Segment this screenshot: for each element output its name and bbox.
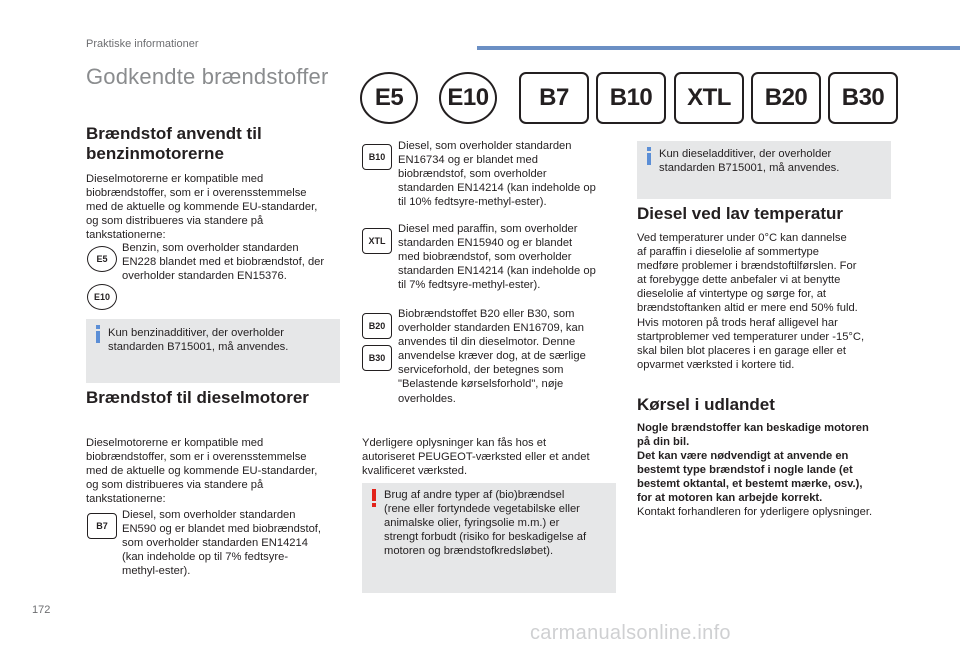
info-text: Yderligere oplysninger kan fås hos et autoriseret PEUGEOT-værksted eller et andet kvalificeret værksted. [362,437,590,478]
b7-icon: B7 [87,513,117,539]
cold-text: Ved temperaturer under 0°C kan dannelse af paraffin i dieselolie af sommertype medføre problemer i brændstoftilførslen. For at forebygge dette anbefaler vi at benytte dieselolie af vintertype og sørge for, at brændstoftanken altid er mere end 50% fuld. Hvis motoren på trods heraf alligevel har startproblemer ved temperaturer under -15°C, skal bilen blot placeres i en garage eller et opvarmet værksted i kortere tid. [637,232,865,371]
section-header: Praktiske informationer [86,38,199,50]
badge-b10-icon: B10 [596,72,666,124]
watermark: carmanualsonline.info [530,622,731,644]
page-number: 172 [32,604,51,616]
diesel-note: Kun dieseladditiver, der overholder standarden B715001, må anvendes. [637,141,891,199]
abroad-heading: Kørsel i udlandet [637,395,775,414]
xtl-desc: Diesel med paraffin, som overholder standarden EN15940 og er blandet med biobrændstof, som overholder standarden EN14214 (kan indeholde op til 7% fedtsyre-methyl-ester). [398,223,596,292]
abroad-bold-text: Nogle brændstoffer kan beskadige motoren på din bil. Det kan være nødvendigt at anvende en bestemt type brændstof i nogle lande (et bestemt oktantal, et bestemt mærke, osv.), for at motoren kan arbejde korrekt. [637,422,869,505]
e5-icon: E5 [87,246,117,272]
badge-xtl-icon: XTL [674,72,744,124]
petrol-intro: Dieselmotorerne er kompatible med biobrændstoffer, som er i overensstemmelse med de aktuelle og kommende EU-standarder, og som distribueres via standere på tankstationerne: [86,173,318,242]
info-icon [643,147,655,165]
b20-icon: B20 [362,313,392,339]
badge-b20-icon: B20 [751,72,821,124]
b20-b30-desc: Biobrændstoffet B20 eller B30, som overholder standarden EN16709, kan anvendes til din dieselmotor. Denne anvendelse kræver dog, at de særlige serviceforhold, der betegnes som "Belastende kørselsforhold", nøje overholdes. [398,308,586,405]
diesel-b7-desc: Diesel, som overholder standarden EN590 og er blandet med biobrændstof, som overholder standarden EN14214 (kan indeholde op til 7% fedtsyre- methyl-ester). [122,509,322,578]
petrol-note: Kun benzinadditiver, der overholder standarden B715001, må anvendes. [86,319,340,383]
diesel-heading: Brændstof til dieselmotorer [86,388,309,407]
badge-b30-icon: B30 [828,72,898,124]
info-icon [92,325,104,343]
e10-icon: E10 [87,284,117,310]
xtl-icon: XTL [362,228,392,254]
b30-icon: B30 [362,345,392,371]
abroad-text: Kontakt forhandleren for yderligere oplysninger. [637,506,873,518]
badge-b7-icon: B7 [519,72,589,124]
header-accent-bar [477,46,960,50]
b10-icon: B10 [362,144,392,170]
petrol-desc: Benzin, som overholder standarden EN228 blandet med et biobrændstof, der overholder standarden EN15376. [122,242,325,283]
diesel-intro: Dieselmotorerne er kompatible med biobrændstoffer, som er i overensstemmelse med de aktuelle og kommende EU-standarder, og som distribueres via standere på tankstationerne: [86,437,318,506]
warning-note: Brug af andre typer af (bio)brændsel (rene eller fortyndede vegetabilske eller animalske olier, fyringsolie m.m.) er strengt forbudt (risiko for beskadigelse af motoren og brændstofkredsløbet). [362,483,616,593]
b10-desc: Diesel, som overholder standarden EN16734 og er blandet med biobrændstof, som overholder standarden EN14214 (kan indeholde op til 10% fedtsyre-methyl-ester). [398,140,596,209]
cold-heading: Diesel ved lav temperatur [637,204,843,223]
badge-e5-icon: E5 [360,72,418,124]
petrol-heading: Brændstof anvendt til benzinmotorerne [86,124,262,163]
warning-icon [368,489,380,507]
page-title: Godkendte brændstoffer [86,64,329,89]
badge-e10-icon: E10 [439,72,497,124]
fuel-badges [360,72,888,124]
